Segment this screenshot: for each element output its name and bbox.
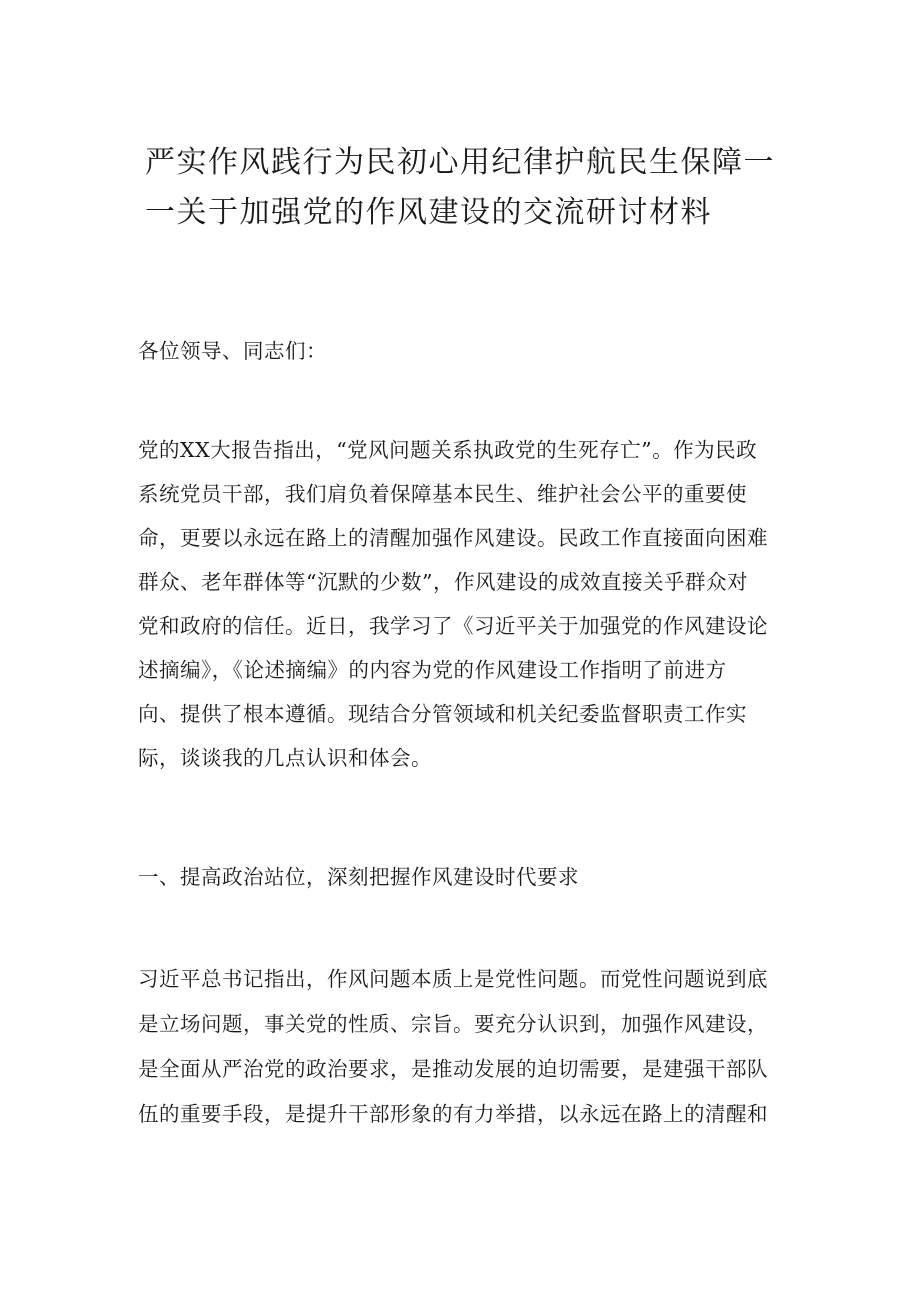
intro-line: 述摘编》，《论述摘编》的内容为党的作风建设工作指明了前进方 [138,658,727,682]
intro-line: 际，谈谈我的几点认识和体会。 [138,746,432,770]
section-heading [138,862,798,892]
salutation [138,336,798,366]
section-body-line: 习近平总书记指出，作风问题本质上是党性问题。而党性问题说到底 [138,967,768,991]
title-line: 一关于加强党的作风建设的交流研讨材料 [145,195,712,230]
section-body-paragraph [138,957,798,1137]
section-heading-text: 一、提高政治站位，深刻把握作风建设时代要求 [138,865,579,889]
intro-paragraph [138,428,798,780]
intro-line: 命，更要以永远在路上的清醒加强作风建设。民政工作直接面向困难 [138,526,768,550]
section-body-line: 是全面从严治党的政治要求，是推动发展的迫切需要，是建强干部队 [138,1057,768,1081]
intro-line: 党的XX大报告指出，“党风问题关系执政党的生死存亡”。作为民政 [138,438,758,462]
intro-line: 党和政府的信任。近日，我学习了《习近平关于加强党的作风建设论 [138,614,768,638]
intro-line: 群众、老年群体等“沉默的少数”，作风建设的成效直接关乎群众对 [138,570,748,594]
section-body-line: 是立场问题，事关党的性质、宗旨。要充分认识到，加强作风建设， [138,1012,768,1036]
section-body-line: 伍的重要手段，是提升干部形象的有力举措，以永远在路上的清醒和 [138,1102,768,1126]
intro-line: 系统党员干部，我们肩负着保障基本民生、维护社会公平的重要使 [138,482,747,506]
salutation-text: 各位领导、同志们： [138,339,327,363]
title-line: 严实作风践行为民初心用纪律护航民生保障一 [145,145,775,180]
intro-line: 向、提供了根本遵循。现结合分管领域和机关纪委监督职责工作实 [138,702,747,726]
document-title [145,138,795,238]
